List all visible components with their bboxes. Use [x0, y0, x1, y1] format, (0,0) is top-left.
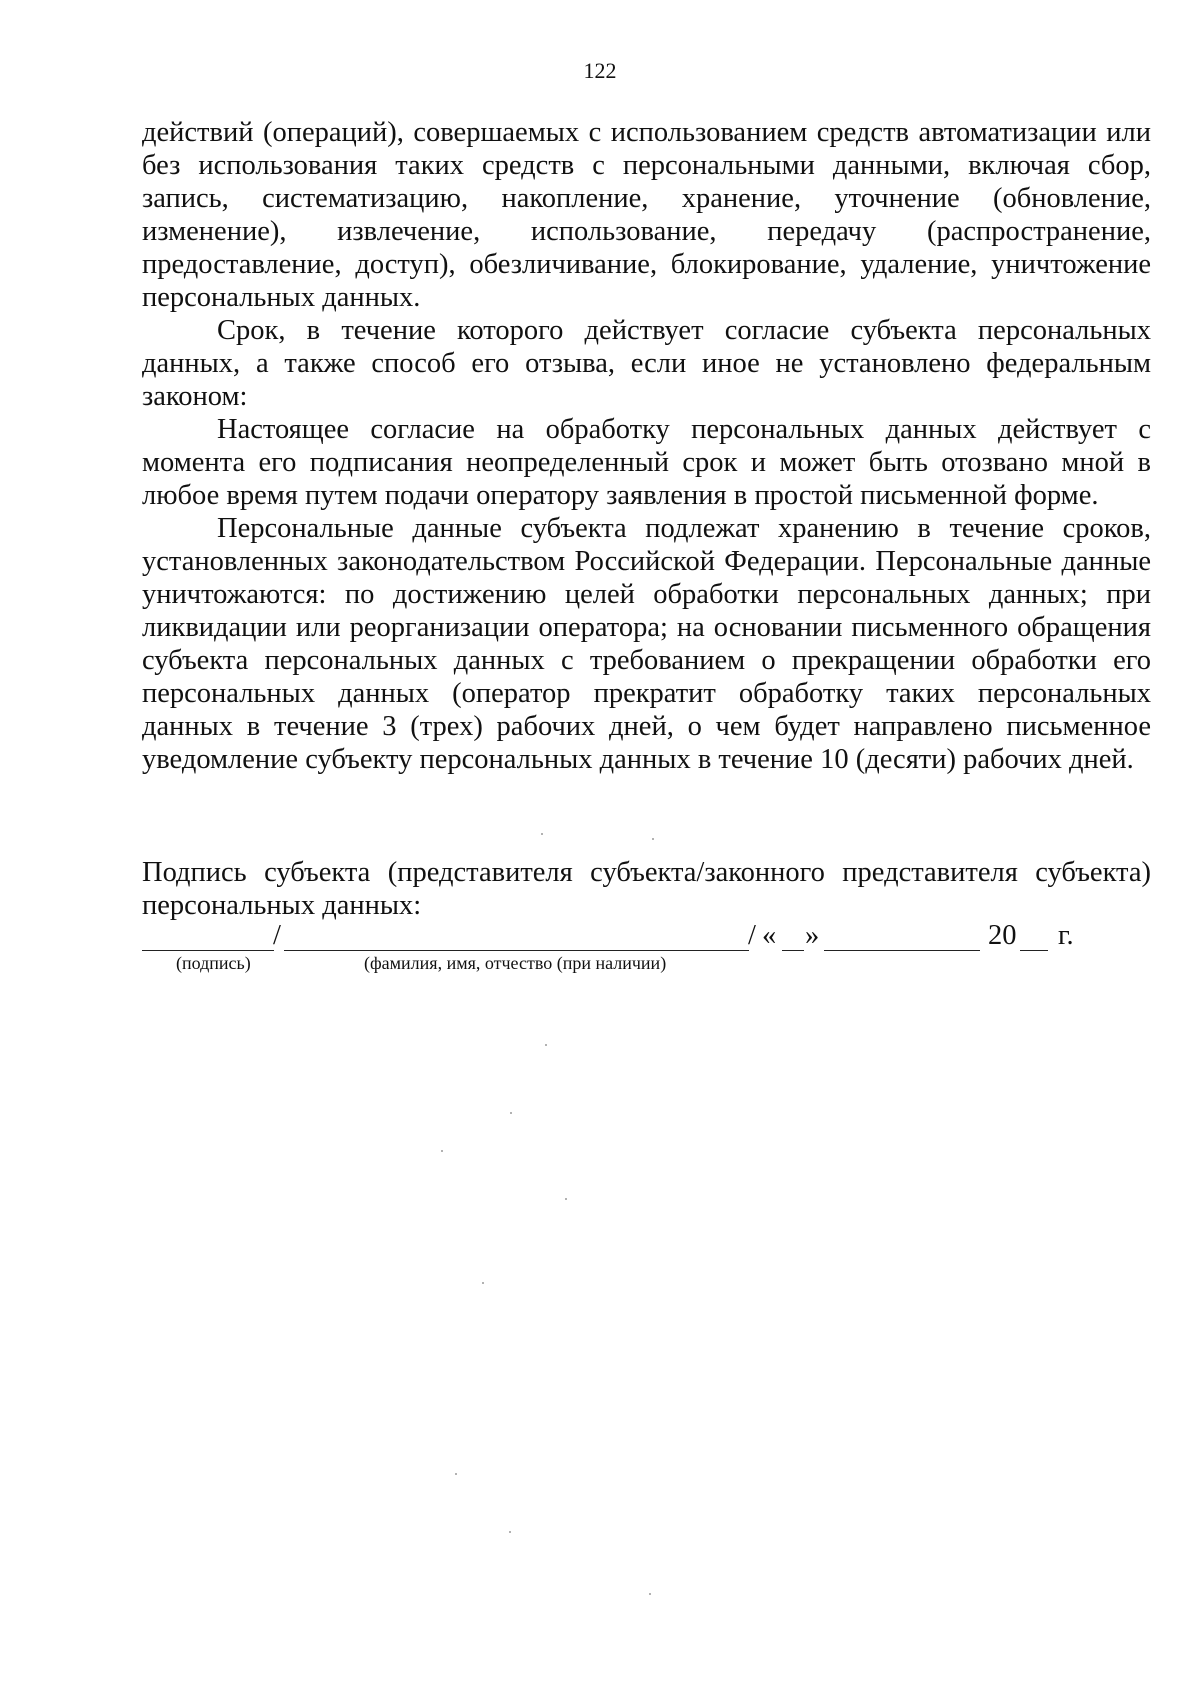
year-blank[interactable] [1020, 950, 1048, 951]
year-suffix: г. [1058, 920, 1074, 951]
paragraph-consent-validity: Настоящее согласие на обработку персональных данных действует с момента его подписания неопределенный срок и может быть отозвано мной в любое время путем подачи оператору заявления в простой письменной форме. [142, 414, 1151, 511]
scan-speck [509, 1531, 511, 1533]
paragraph-data-retention: Персональные данные субъекта подлежат хранению в течение сроков, установленных законодательством Российской Федерации. Персональные данные уничтожаются: по достижению целей обработки персональных данных; при ликвидации или реорганизации оператора; на основании письменного обращения субъекта персональных данных с требованием о прекращении обработки его персональных данных (оператор прекратит обработку таких персональных данных в течение 3 (трех) рабочих дней, о чем будет направлено письменное уведомление субъекту персональных данных в течение 10 (десяти) рабочих дней. [142, 513, 1151, 775]
scan-speck [510, 1112, 512, 1114]
signature-blank[interactable] [142, 950, 274, 951]
open-quote: « [762, 920, 777, 951]
caption-signature: (подпись) [176, 953, 251, 973]
full-name-blank[interactable] [284, 950, 749, 951]
scan-speck [652, 838, 654, 840]
month-blank[interactable] [824, 950, 980, 951]
close-quote: » [805, 920, 820, 951]
day-blank[interactable] [782, 950, 804, 951]
scan-speck [482, 1282, 484, 1284]
scan-speck [545, 1044, 547, 1046]
separator-slash: / [273, 920, 281, 951]
scan-speck [649, 1593, 651, 1595]
signature-captions [0, 952, 1200, 976]
signature-heading-block [142, 856, 1151, 922]
separator-slash: / [748, 920, 756, 951]
year-prefix: 20 [988, 920, 1017, 951]
page-number: 122 [583, 58, 617, 83]
scan-speck [455, 1473, 457, 1475]
scan-speck [441, 1150, 443, 1152]
paragraph-processing-actions: действий (операций), совершаемых с использованием средств автоматизации или без использования таких средств с персональными данными, включая сбор, запись, систематизацию, накопление, хранение, уточнение (обновление, изменение), извлечение, использование, передачу (распространение, предоставление, доступ), обезличивание, блокирование, удаление, уничтожение персональных данных. [142, 117, 1151, 313]
paragraph-consent-term: Срок, в течение которого действует согласие субъекта персональных данных, а также способ его отзыва, если иное не установлено федеральным законом: [142, 315, 1151, 412]
document-body [142, 116, 1151, 776]
signature-line [142, 920, 1151, 954]
scan-speck [565, 1198, 567, 1200]
caption-full-name: (фамилия, имя, отчество (при наличии) [364, 953, 667, 973]
signature-heading: Подпись субъекта (представителя субъекта/законного представителя субъекта) персональных данных: [142, 857, 1151, 921]
scan-speck [541, 833, 543, 835]
